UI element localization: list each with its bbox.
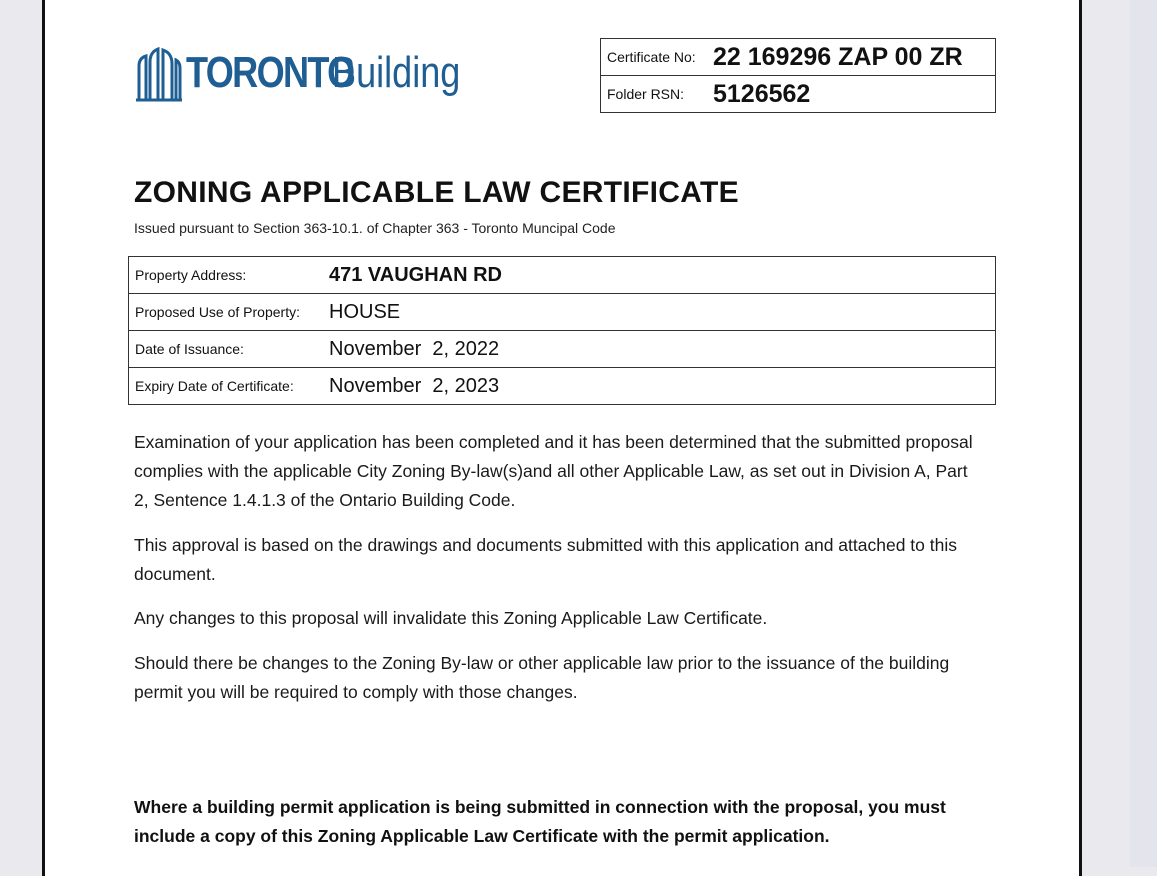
issuance-date-label: Date of Issuance: xyxy=(135,341,244,357)
property-details-table xyxy=(128,256,996,405)
expiry-date-label: Expiry Date of Certificate: xyxy=(135,378,294,394)
bylaw-changes-paragraph: Should there be changes to the Zoning By-law or other applicable law prior to the issuance of the building permit you will be required to comply with those changes. xyxy=(134,653,950,702)
expiry-date-value: November 2, 2023 xyxy=(329,374,500,397)
proposed-use-label: Proposed Use of Property: xyxy=(135,304,300,320)
certificate-number-value: 22 169296 ZAP 00 ZR xyxy=(713,42,963,71)
certificate-number-row xyxy=(601,39,995,75)
property-address-value: 471 VAUGHAN RD xyxy=(329,263,502,286)
permit-requirement-paragraph: Where a building permit application is being submitted in connection with the proposal, you must include a copy of this Zoning Applicable Law Certificate with the permit application. xyxy=(134,797,946,846)
property-address-row xyxy=(129,257,995,293)
logo-word-building: Building xyxy=(332,48,461,97)
examination-paragraph: Examination of your application has been completed and it has been determined that the submitted proposal complies with the applicable City Zoning By-law(s)and all other Applicable Law, as set out in Division A, Part 2, Sentence 1.4.1.3 of the Ontario Building Code. xyxy=(134,432,973,510)
certificate-number-label: Certificate No: xyxy=(607,49,696,65)
city-hall-icon xyxy=(136,44,182,102)
proposed-use-value: HOUSE xyxy=(329,300,401,323)
document-subtitle: Issued pursuant to Section 363-10.1. of Chapter 363 - Toronto Muncipal Code xyxy=(134,220,616,236)
property-address-label: Property Address: xyxy=(135,267,247,283)
toronto-building-logo xyxy=(136,40,489,106)
proposed-use-row xyxy=(129,293,995,330)
invalidation-paragraph: Any changes to this proposal will invalidate this Zoning Applicable Law Certificate. xyxy=(134,608,768,628)
folder-rsn-label: Folder RSN: xyxy=(607,86,685,102)
logo-word-toronto: TORONTO xyxy=(186,48,354,97)
issuance-date-row xyxy=(129,330,995,367)
folder-rsn-value: 5126562 xyxy=(713,79,811,108)
approval-basis-paragraph: This approval is based on the drawings and documents submitted with this application and attached to this document. xyxy=(134,535,957,584)
viewer-background-strip xyxy=(1130,0,1157,867)
document-title: ZONING APPLICABLE LAW CERTIFICATE xyxy=(134,176,739,209)
certificate-id-box xyxy=(600,38,996,113)
folder-rsn-row xyxy=(601,75,995,112)
expiry-date-row xyxy=(129,367,995,404)
issuance-date-value: November 2, 2022 xyxy=(329,337,500,360)
